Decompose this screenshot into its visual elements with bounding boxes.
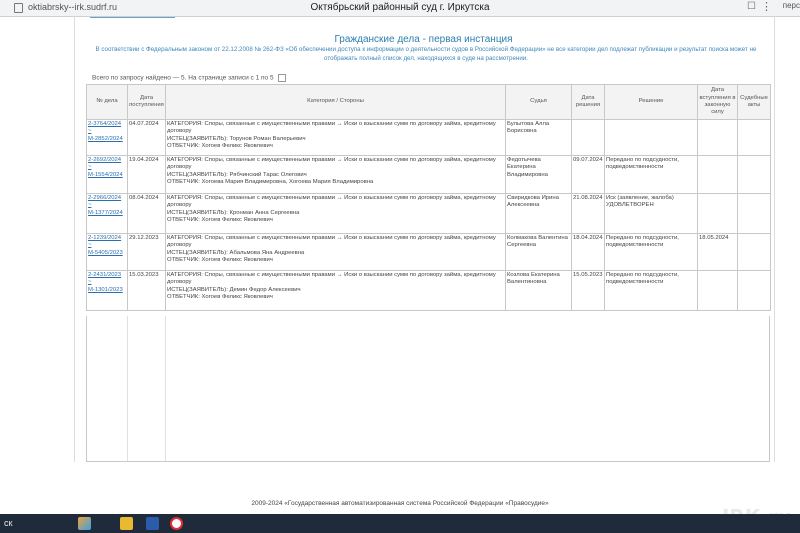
bird-app-icon[interactable] [78, 517, 91, 530]
judge-cell: Федотычева Екатерина Владимировна [506, 156, 572, 194]
col-header-decision-date[interactable]: Дата решения [572, 85, 605, 120]
receipt-date-cell: 04.07.2024 [128, 120, 166, 156]
category-cell [166, 271, 506, 311]
category-text: КАТЕГОРИЯ: Споры, связанные с имущественными правами → Иски о взыскании сумм по договору займа, кредитному договору [167, 272, 496, 286]
case-number-cell [87, 120, 128, 156]
case-number-cell [87, 156, 128, 194]
plaintiff-text: ИСТЕЦ(ЗАЯВИТЕЛЬ): Торунов Роман Валерьевич [167, 135, 306, 142]
cases-table [86, 84, 771, 311]
yandex-browser-icon[interactable] [170, 517, 183, 530]
defendant-text: ОТВЕТЧИК: Хогоев Феликс Яковлевич [167, 143, 273, 150]
court-acts-cell [738, 120, 771, 156]
results-count [92, 74, 286, 82]
court-acts-cell [738, 234, 771, 271]
col-header-receipt-date[interactable]: Дата поступления [128, 85, 166, 120]
col-header-decision[interactable]: Решение [605, 85, 698, 120]
table-row [87, 234, 771, 271]
category-text: КАТЕГОРИЯ: Споры, связанные с имущественными правами → Иски о взыскании сумм по договору займа, кредитному договору [167, 235, 496, 249]
tab-title: Октябрьский районный суд г. Иркутска [310, 2, 490, 13]
category-cell [166, 194, 506, 234]
decision-cell: Передано по подсудности, подведомственности [605, 234, 698, 271]
case-number-link[interactable]: 2-1239/2024 ~ М-5405/2023 [88, 235, 123, 256]
effective-date-cell [698, 120, 738, 156]
table-row [87, 156, 771, 194]
column-divider [127, 316, 128, 461]
decision-date-cell [572, 120, 605, 156]
court-acts-cell [738, 194, 771, 234]
decision-cell: Передано по подсудности, подведомственности [605, 156, 698, 194]
decision-cell: Передано по подсудности, подведомственности [605, 271, 698, 311]
case-number-cell [87, 194, 128, 234]
print-icon[interactable] [278, 74, 286, 82]
top-link-underline[interactable] [90, 14, 175, 18]
col-header-effective-date[interactable]: Дата вступления в законную силу [698, 85, 738, 120]
persp-label[interactable]: перс [782, 1, 800, 10]
judge-cell: Свиридкова Ирина Алексеевна [506, 194, 572, 234]
plaintiff-text: ИСТЕЦ(ЗАЯВИТЕЛЬ): Кронман Анна Сергеевна [167, 209, 300, 216]
defendant-text: ОТВЕТЧИК: Хогоев Феликс Яковлевич [167, 217, 273, 224]
category-cell [166, 234, 506, 271]
table-row [87, 120, 771, 156]
word-icon[interactable] [146, 517, 159, 530]
receipt-date-cell: 29.12.2023 [128, 234, 166, 271]
decision-date-cell: 15.05.2023 [572, 271, 605, 311]
results-count-text: Всего по запросу найдено — 5. На странице записи с 1 по 5 [92, 74, 274, 82]
plaintiff-text: ИСТЕЦ(ЗАЯВИТЕЛЬ): Демин Федор Алексеевич [167, 286, 301, 293]
plaintiff-text: ИСТЕЦ(ЗАЯВИТЕЛЬ): Абальмова Яна Андреевна [167, 249, 305, 256]
effective-date-cell [698, 194, 738, 234]
column-divider [165, 316, 166, 461]
category-text: КАТЕГОРИЯ: Споры, связанные с имущественными правами → Иски о взыскании сумм по договору займа, кредитному договору [167, 121, 496, 135]
category-text: КАТЕГОРИЯ: Споры, связанные с имущественными правами → Иски о взыскании сумм по договору займа, кредитному договору [167, 157, 496, 171]
col-header-category[interactable]: Категория / Стороны [166, 85, 506, 120]
address-url[interactable]: oktiabrsky--irk.sudrf.ru [28, 2, 118, 12]
court-acts-cell [738, 156, 771, 194]
bookmark-icon[interactable]: ☐ [747, 1, 756, 12]
judge-cell: Козлова Екатерина Валентиновна [506, 271, 572, 311]
case-number-link[interactable]: 2-3764/2024 ~ М-2852/2024 [88, 121, 123, 142]
court-acts-cell [738, 271, 771, 311]
case-number-link[interactable]: 2-2431/2023 ~ М-1301/2023 [88, 272, 123, 293]
menu-dots-icon[interactable]: ⋮ [761, 1, 772, 13]
defendant-text: ОТВЕТЧИК: Хогоев Феликс Яковлевич [167, 294, 273, 301]
receipt-date-cell: 19.04.2024 [128, 156, 166, 194]
table-header-row [87, 85, 771, 120]
case-number-cell [87, 234, 128, 271]
table-row [87, 194, 771, 234]
legal-notice: В соответствии с Федеральным законом от 22.12.2008 № 262-ФЗ «Об обеспечении доступа к информации о деятельности судов в Российской Федерации» не все категории дел подлежат публикации и результат поиска может не отображать полный список дел, находящихся в суде на рассмотрении. [95, 46, 757, 62]
category-cell [166, 120, 506, 156]
decision-cell: Иск (заявление, жалоба) УДОВЛЕТВОРЕН [605, 194, 698, 234]
receipt-date-cell: 08.04.2024 [128, 194, 166, 234]
taskbar-search-text[interactable]: ск [4, 518, 13, 528]
defendant-text: ОТВЕТЧИК: Хогоев Феликс Яковлевич [167, 257, 273, 264]
decision-date-cell: 21.08.2024 [572, 194, 605, 234]
case-number-link[interactable]: 2-2966/2024 ~ М-1377/2024 [88, 195, 123, 216]
judge-cell: Булытова Алла Борисовна [506, 120, 572, 156]
effective-date-cell [698, 156, 738, 194]
category-cell [166, 156, 506, 194]
category-text: КАТЕГОРИЯ: Споры, связанные с имущественными правами → Иски о взыскании сумм по договору займа, кредитному договору [167, 195, 496, 209]
judge-cell: Колмакова Валентина Сергеевна [506, 234, 572, 271]
plaintiff-text: ИСТЕЦ(ЗАЯВИТЕЛЬ): Рябчинский Тарас Олегович [167, 171, 307, 178]
table-empty-area [86, 316, 770, 462]
effective-date-cell: 18.05.2024 [698, 234, 738, 271]
file-explorer-icon[interactable] [120, 517, 133, 530]
decision-cell [605, 120, 698, 156]
effective-date-cell [698, 271, 738, 311]
table-row [87, 271, 771, 311]
case-number-cell [87, 271, 128, 311]
taskbar [0, 514, 800, 533]
decision-date-cell: 09.07.2024 [572, 156, 605, 194]
decision-date-cell: 18.04.2024 [572, 234, 605, 271]
case-number-link[interactable]: 2-2692/2024 ~ М-1554/2024 [88, 157, 123, 178]
col-header-court-acts[interactable]: Судебные акты [738, 85, 771, 120]
col-header-case-number[interactable]: № дела [87, 85, 128, 120]
page-heading: Гражданские дела - первая инстанция [334, 34, 513, 45]
receipt-date-cell: 15.03.2023 [128, 271, 166, 311]
page-footer: 2009-2024 «Государственная автоматизированная система Российской Федерации «Правосудие» [251, 500, 549, 507]
defendant-text: ОТВЕТЧИК: Хогоева Мария Владимировна, Хогоева Мария Владимировна [167, 179, 374, 186]
col-header-judge[interactable]: Судья [506, 85, 572, 120]
